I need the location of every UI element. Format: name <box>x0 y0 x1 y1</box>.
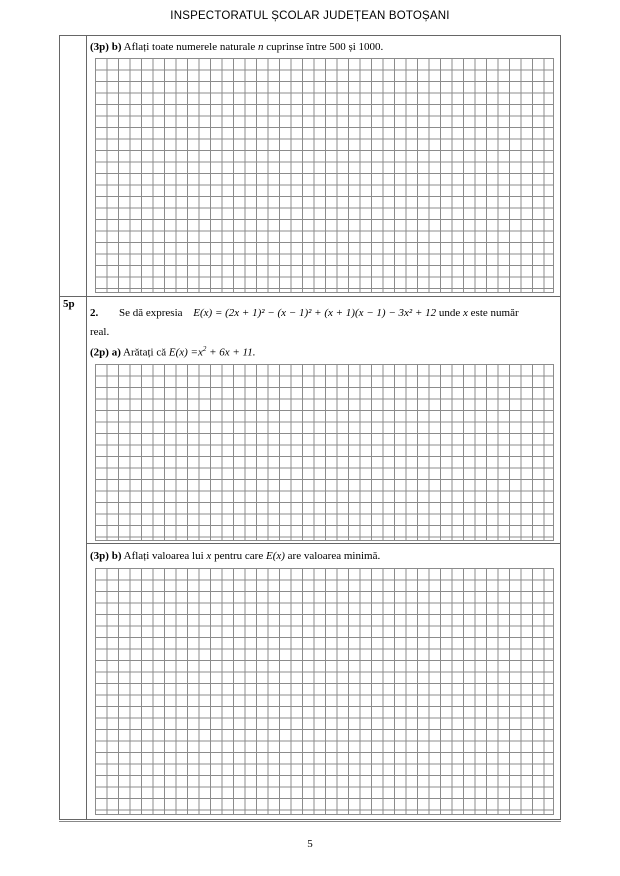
page-number: 5 <box>307 838 313 850</box>
question-1b: (3p) b) Aflați toate numerele naturale n cuprinse între 500 și 1000. <box>90 41 384 53</box>
subsection-divider <box>87 543 561 544</box>
question-2-statement: 2. Se dă expresia E(x) = (2x + 1)² − (x − 1)² + (x + 1)(x − 1) − 3x² + 12 unde x este număr <box>90 307 519 319</box>
question-2b: (3p) b) Aflați valoarea lui x pentru care E(x) are valoarea minimă. <box>90 550 381 562</box>
bottom-rule <box>59 821 561 822</box>
math-expression: E(x) = (2x + 1)² − (x − 1)² + (x + 1)(x − 1) − 3x² + 12 <box>193 307 437 319</box>
score-label: 5p <box>63 298 75 310</box>
answer-grid-1b[interactable] <box>95 58 554 293</box>
answer-grid-2a[interactable] <box>95 364 554 541</box>
section-divider <box>59 296 561 297</box>
question-2-continuation: real. <box>90 326 110 338</box>
question-2a: (2p) a) Arătați că $E(x) =x^2 + 6x + 11$. <box>90 345 256 359</box>
page-header: INSPECTORATUL ȘCOLAR JUDEȚEAN BOTOȘANI <box>170 10 450 22</box>
score-column <box>59 35 87 820</box>
answer-grid-2b[interactable] <box>95 568 554 815</box>
